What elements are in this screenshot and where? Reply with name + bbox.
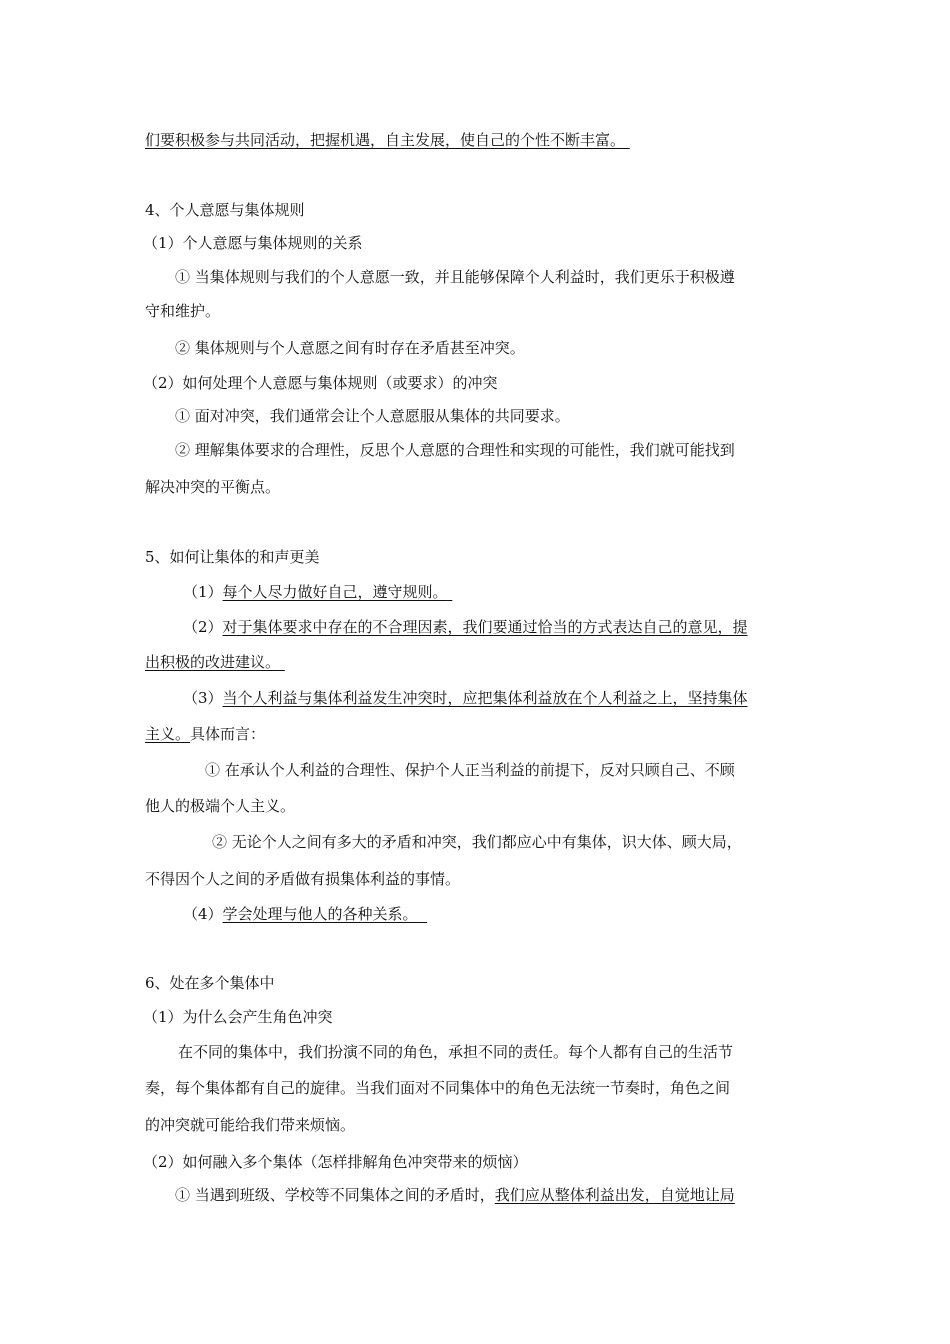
text-line: ① 面对冲突，我们通常会让个人意愿服从集体的共同要求。 xyxy=(175,407,570,425)
underlined-text: 出积极的改进建议。 xyxy=(145,653,281,671)
text-line: 他人的极端个人主义。 xyxy=(145,797,296,815)
section-heading: 5、如何让集体的和声更美 xyxy=(145,548,320,566)
item-number: （4） xyxy=(183,905,223,923)
text-line xyxy=(175,1185,807,1205)
text-line xyxy=(145,652,807,672)
text-line: 不得因个人之间的矛盾做有损集体利益的事情。 xyxy=(145,870,461,888)
item-number: （3） xyxy=(183,689,223,707)
text-line: 解决冲突的平衡点。 xyxy=(145,478,281,496)
plain-text: ① 当遇到班级、学校等不同集体之间的矛盾时， xyxy=(175,1186,495,1204)
text-line: ② 集体规则与个人意愿之间有时存在矛盾甚至冲突。 xyxy=(175,339,525,357)
text-line xyxy=(183,582,807,602)
underlined-text: 对于集体要求中存在的不合理因素，我们要通过恰当的方式表达自己的意见，提 xyxy=(222,618,748,636)
underlined-text: 主义。 xyxy=(145,725,191,743)
text-line: 守和维护。 xyxy=(145,302,221,320)
text-line: ② 无论个人之间有多大的矛盾和冲突，我们都应心中有集体，识大体、顾大局， xyxy=(212,833,742,851)
text-line: ① 当集体规则与我们的个人意愿一致，并且能够保障个人利益时，我们更乐于积极遵 xyxy=(175,268,735,286)
underlined-text: 学会处理与他人的各种关系。 xyxy=(222,905,418,923)
text-line xyxy=(183,617,807,637)
subsection-heading: （2）如何处理个人意愿与集体规则（或要求）的冲突 xyxy=(143,374,498,392)
section-heading: 4、个人意愿与集体规则 xyxy=(145,201,305,219)
subsection-heading: （2）如何融入多个集体（怎样排解角色冲突带来的烦恼） xyxy=(143,1153,528,1171)
text-line: ① 在承认个人利益的合理性、保护个人正当利益的前提下，反对只顾自己、不顾 xyxy=(205,761,735,779)
subsection-heading: （1）为什么会产生角色冲突 xyxy=(143,1008,333,1026)
item-number: （2） xyxy=(183,618,223,636)
text-line: 在不同的集体中，我们扮演不同的角色，承担不同的责任。每个人都有自己的生活节 xyxy=(178,1043,734,1061)
text-line xyxy=(145,130,807,150)
text-line xyxy=(183,688,807,708)
underlined-text: 每个人尽力做好自己，遵守规则。 xyxy=(222,583,448,601)
text-line xyxy=(145,724,807,744)
underlined-text: 们要积极参与共同活动，把握机遇，自主发展，使自己的个性不断丰富。 xyxy=(145,131,626,149)
text-line: ② 理解集体要求的合理性，反思个人意愿的合理性和实现的可能性，我们就可能找到 xyxy=(175,441,735,459)
plain-text: 具体而言： xyxy=(190,725,266,743)
section-heading: 6、处在多个集体中 xyxy=(145,974,275,992)
text-line xyxy=(183,904,807,924)
underlined-text: 我们应从整体利益出发，自觉地让局 xyxy=(494,1186,735,1204)
text-line: 的冲突就可能给我们带来烦恼。 xyxy=(145,1116,356,1134)
item-number: （1） xyxy=(183,583,223,601)
subsection-heading: （1）个人意愿与集体规则的关系 xyxy=(143,234,363,252)
underlined-text: 当个人利益与集体利益发生冲突时，应把集体利益放在个人利益之上，坚持集体 xyxy=(222,689,748,707)
text-line: 奏，每个集体都有自己的旋律。当我们面对不同集体中的角色无法统一节奏时，角色之间 xyxy=(145,1079,731,1097)
